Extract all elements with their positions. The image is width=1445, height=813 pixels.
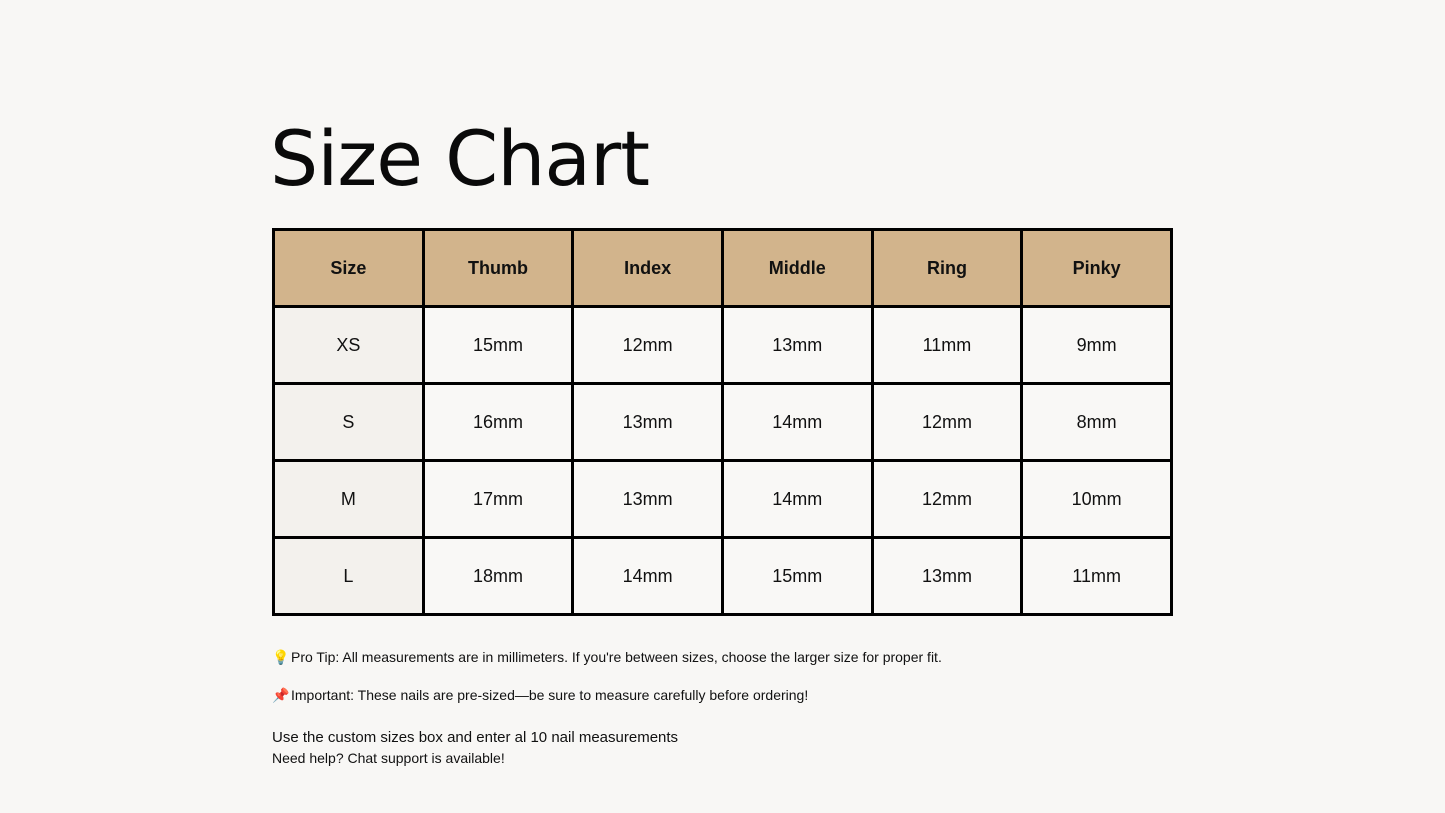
pro-tip-text: Pro Tip: All measurements are in millimeters. If you're between sizes, choose the larger size for proper fit. <box>291 649 942 665</box>
pro-tip-note <box>272 648 942 666</box>
size-label-cell: S <box>274 384 424 461</box>
table-row <box>274 461 1172 538</box>
column-header-ring: Ring <box>872 230 1022 307</box>
ring-cell: 12mm <box>872 461 1022 538</box>
size-chart-table <box>272 228 1173 616</box>
pinky-cell: 11mm <box>1022 538 1172 615</box>
size-label-cell: M <box>274 461 424 538</box>
table-row <box>274 384 1172 461</box>
ring-cell: 13mm <box>872 538 1022 615</box>
thumb-cell: 16mm <box>423 384 573 461</box>
pinky-cell: 8mm <box>1022 384 1172 461</box>
custom-sizes-note: Use the custom sizes box and enter al 10 nail measurements <box>272 729 679 746</box>
thumb-cell: 15mm <box>423 307 573 384</box>
index-cell: 13mm <box>573 384 723 461</box>
ring-cell: 11mm <box>872 307 1022 384</box>
table-header-row <box>274 230 1172 307</box>
lightbulb-icon: 💡 <box>272 649 290 665</box>
middle-cell: 14mm <box>722 461 872 538</box>
column-header-thumb: Thumb <box>423 230 573 307</box>
index-cell: 12mm <box>573 307 723 384</box>
index-cell: 13mm <box>573 461 723 538</box>
ring-cell: 12mm <box>872 384 1022 461</box>
size-label-cell: XS <box>274 307 424 384</box>
column-header-size: Size <box>274 230 424 307</box>
middle-cell: 14mm <box>722 384 872 461</box>
thumb-cell: 17mm <box>423 461 573 538</box>
index-cell: 14mm <box>573 538 723 615</box>
page-title: Size Chart <box>270 114 650 203</box>
help-note: Need help? Chat support is available! <box>272 750 505 766</box>
column-header-middle: Middle <box>722 230 872 307</box>
pinky-cell: 10mm <box>1022 461 1172 538</box>
pushpin-icon: 📌 <box>272 687 290 703</box>
table-row <box>274 538 1172 615</box>
middle-cell: 13mm <box>722 307 872 384</box>
important-text: Important: These nails are pre-sized—be sure to measure carefully before ordering! <box>291 687 809 703</box>
table-row <box>274 307 1172 384</box>
pinky-cell: 9mm <box>1022 307 1172 384</box>
column-header-index: Index <box>573 230 723 307</box>
middle-cell: 15mm <box>722 538 872 615</box>
size-label-cell: L <box>274 538 424 615</box>
important-note <box>272 686 808 704</box>
thumb-cell: 18mm <box>423 538 573 615</box>
column-header-pinky: Pinky <box>1022 230 1172 307</box>
